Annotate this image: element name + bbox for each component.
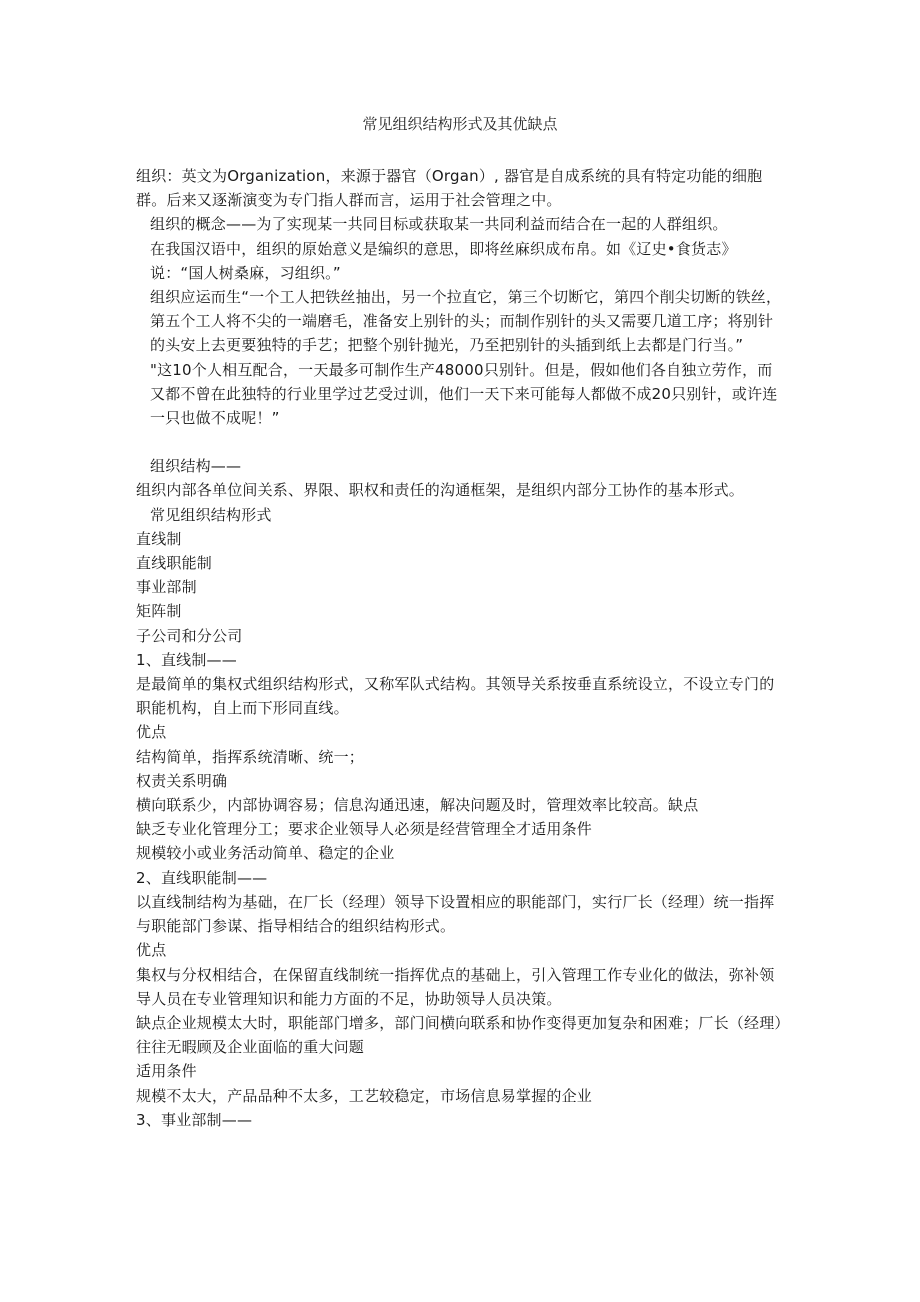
paragraph-line: 横向联系少，内部协调容易；信息沟通迅速，解决问题及时，管理效率比较高。缺点 xyxy=(136,796,699,815)
list-item: 直线职能制 xyxy=(136,554,213,573)
label-advantages: 优点 xyxy=(136,723,167,742)
document-title: 常见组织结构形式及其优缺点 xyxy=(362,115,558,133)
heading-line-system: 1、直线制—— xyxy=(136,650,237,669)
list-item: 矩阵制 xyxy=(136,602,182,621)
document-body xyxy=(136,164,784,1132)
paragraph-line-system-description: 是最简单的集权式组织结构形式，又称军队式结构。其领导关系按垂直系统设立，不设立专门的职能机构，自上而下形同直线。 xyxy=(136,675,775,718)
paragraph-chinese-origin: 在我国汉语中，组织的原始意义是编织的意思，即将丝麻织成布帛。如《辽史•食货志》说：“国人树桑麻，习组织。” xyxy=(150,239,737,282)
heading-common-forms: 常见组织结构形式 xyxy=(150,505,272,524)
paragraph-organization-definition: 组织：英文为Organization，来源于器官（Organ）, 器官是自成系统的具有特定功能的细胞群。后来又逐渐演变为专门指人群而言，运用于社会管理之中。 xyxy=(136,167,763,210)
paragraph-pin-factory: 组织应运而生“一个工人把铁丝抽出，另一个拉直它，第三个切断它，第四个削尖切断的铁丝，第五个工人将不尖的一端磨毛，准备安上别针的头；而制作别针的头又需要几道工序；将别针的头安上去更要独特的手艺；把整个别针抛光，乃至把别针的头插到纸上去都是门行当。” xyxy=(150,288,782,355)
paragraph-line: 规模不太大，产品品种不太多，工艺较稳定，市场信息易掌握的企业 xyxy=(136,1086,593,1105)
paragraph-line: 权责关系明确 xyxy=(136,771,228,790)
label-applicable-conditions: 适用条件 xyxy=(136,1062,197,1081)
paragraph-line: 结构简单，指挥系统清晰、统一； xyxy=(136,747,365,766)
paragraph-line: 规模较小或业务活动简单、稳定的企业 xyxy=(136,844,395,863)
spacer xyxy=(136,430,784,454)
paragraph-organization-concept: 组织的概念——为了实现某一共同目标或获取某一共同利益而结合在一起的人群组织。 xyxy=(150,215,728,234)
list-item: 直线制 xyxy=(136,529,182,548)
paragraph-line-function-description: 以直线制结构为基础，在厂长（经理）领导下设置相应的职能部门，实行厂长（经理）统一指挥与职能部门参谋、指导相结合的组织结构形式。 xyxy=(136,892,775,936)
heading-line-function-system: 2、直线职能制—— xyxy=(136,868,268,887)
paragraph-pin-quote: "这10个人相互配合，一天最多可制作生产48000只别针。但是，假如他们各自独立劳作，而又都不曾在此独特的行业里学过艺受过训，他们一天下来可能每人都做不成20只别针，或许连一只也做不成呢！” xyxy=(150,360,778,428)
label-advantages: 优点 xyxy=(136,941,167,960)
paragraph-line: 缺乏专业化管理分工；要求企业领导人必须是经营管理全才适用条件 xyxy=(136,820,593,839)
heading-division-system: 3、事业部制—— xyxy=(136,1110,253,1129)
paragraph-line: 缺点企业规模太大时，职能部门增多，部门间横向联系和协作变得更加复杂和困难；厂长（经理）往往无暇顾及企业面临的重大问题 xyxy=(136,1013,783,1057)
paragraph-org-structure-definition: 组织内部各单位间关系、界限、职权和责任的沟通框架，是组织内部分工协作的基本形式。 xyxy=(136,481,745,500)
paragraph-line: 集权与分权相结合，在保留直线制统一指挥优点的基础上，引入管理工作专业化的做法，弥补领导人员在专业管理知识和能力方面的不足，协助领导人员决策。 xyxy=(136,965,775,1008)
heading-org-structure: 组织结构—— xyxy=(150,457,242,476)
list-item: 子公司和分公司 xyxy=(136,626,243,645)
list-item: 事业部制 xyxy=(136,578,197,597)
